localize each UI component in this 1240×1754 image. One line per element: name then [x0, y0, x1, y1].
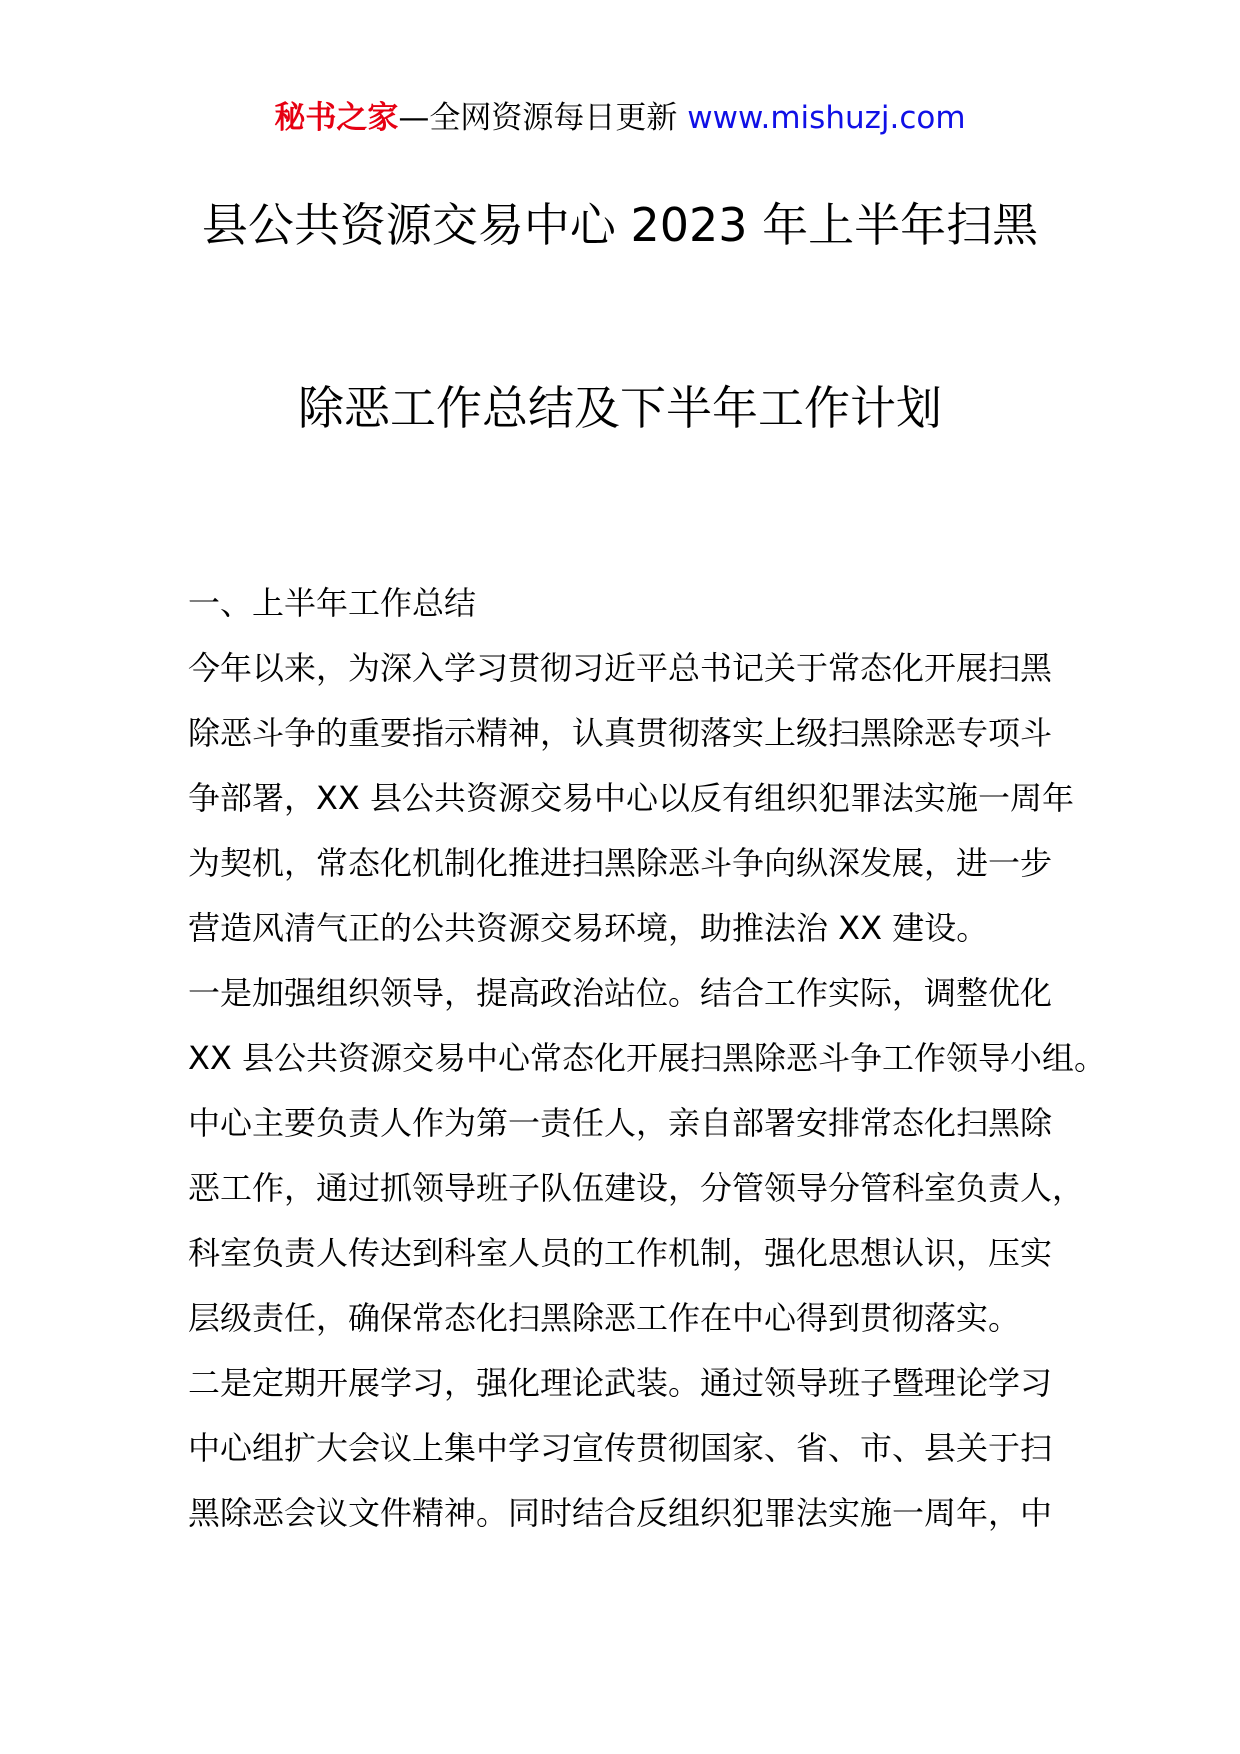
- body-text-line: 层级责任，确保常态化扫黑除恶工作在中心得到贯彻落实。: [188, 1299, 1021, 1337]
- body-text-line: 除恶斗争的重要指示精神，认真贯彻落实上级扫黑除恶专项斗: [188, 714, 1053, 752]
- site-header: [0, 98, 1240, 138]
- body-text-line: 二是定期开展学习，强化理论武装。通过领导班子暨理论学习: [188, 1364, 1053, 1402]
- body-text-line: 科室负责人传达到科室人员的工作机制，强化思想认识，压实: [188, 1234, 1053, 1272]
- body-text-line: XX 县公共资源交易中心常态化开展扫黑除恶斗争工作领导小组。: [188, 1039, 1107, 1077]
- body-text-line: 今年以来，为深入学习贯彻习近平总书记关于常态化开展扫黑: [188, 649, 1053, 687]
- document-title-line-2: 除恶工作总结及下半年工作计划: [298, 381, 942, 435]
- site-tagline: —全网资源每日更新: [398, 100, 678, 136]
- body-text-line: 中心组扩大会议上集中学习宣传贯彻国家、省、市、县关于扫: [188, 1429, 1053, 1467]
- site-url-link[interactable]: www.mishuzj.com: [687, 100, 966, 136]
- body-text-line: 中心主要负责人作为第一责任人，亲自部署安排常态化扫黑除: [188, 1104, 1053, 1142]
- document-body: [188, 571, 1107, 1546]
- document-title-line-1: 县公共资源交易中心 2023 年上半年扫黑: [201, 198, 1039, 252]
- body-text-line: 恶工作，通过抓领导班子队伍建设，分管领导分管科室负责人，: [188, 1169, 1085, 1207]
- body-text-line: 黑除恶会议文件精神。同时结合反组织犯罪法实施一周年，中: [188, 1494, 1053, 1532]
- brand-name: 秘书之家: [274, 100, 399, 136]
- body-text-line: 争部署，XX 县公共资源交易中心以反有组织犯罪法实施一周年: [188, 779, 1075, 817]
- body-text-line: 一是加强组织领导，提高政治站位。结合工作实际，调整优化: [188, 974, 1053, 1012]
- body-text-line: 为契机，常态化机制化推进扫黑除恶斗争向纵深发展，进一步: [188, 844, 1053, 882]
- section-heading: 一、上半年工作总结: [188, 584, 477, 622]
- body-text-line: 营造风清气正的公共资源交易环境，助推法治 XX 建设。: [188, 909, 989, 947]
